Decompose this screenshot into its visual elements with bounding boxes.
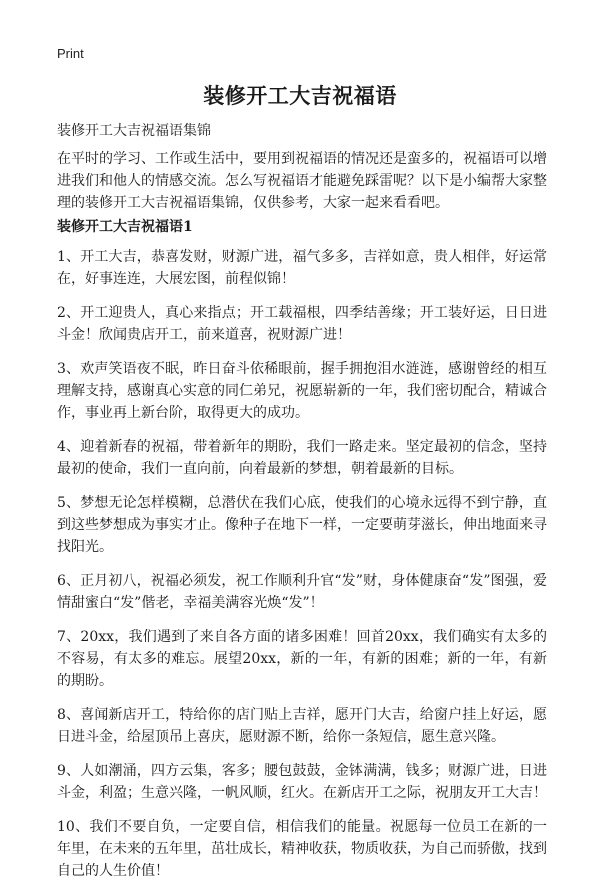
page-title: 装修开工大吉祝福语 bbox=[203, 83, 397, 108]
list-item: 7、20xx，我们遇到了来自各方面的诸多困难！回首20xx，我们确实有太多的不容易，有太多的难忘。展望20xx，新的一年，有新的困难；新的一年，有新的期盼。 bbox=[57, 629, 547, 689]
list-item: 1、开工大吉，恭喜发财，财源广进，福气多多，吉祥如意，贵人相伴，好运常在，好事连连，大展宏图，前程似锦！ bbox=[57, 249, 547, 287]
list-item: 3、欢声笑语夜不眠，昨日奋斗依稀眼前，握手拥抱泪水涟涟，感谢曾经的相互理解支持，感谢真心实意的同仁弟兄，祝愿崭新的一年，我们密切配合，精诚合作，事业再上新台阶，取得更大的成功。 bbox=[57, 361, 547, 421]
list-item: 5、梦想无论怎样模糊，总潜伏在我们心底，使我们的心境永远得不到宁静，直到这些梦想成为事实才止。像种子在地下一样，一定要萌芽滋长，伸出地面来寻找阳光。 bbox=[57, 495, 547, 555]
list-item: 9、人如潮涌，四方云集，客多；腰包鼓鼓，金钵满满，钱多；财源广进，日进斗金，利盈；生意兴隆，一帆风顺，红火。在新店开工之际，祝朋友开工大吉！ bbox=[57, 763, 547, 801]
list-item: 8、喜闻新店开工，特给你的店门贴上吉祥，愿开门大吉，给窗户挂上好运，愿日进斗金，给屋顶吊上喜庆，愿财源不断，给你一条短信，愿生意兴隆。 bbox=[57, 707, 547, 745]
print-link[interactable]: Print bbox=[57, 46, 84, 61]
list-item: 4、迎着新春的祝福，带着新年的期盼，我们一路走来。坚定最初的信念，坚持最初的使命，我们一直向前，向着最新的梦想，朝着最新的目标。 bbox=[57, 439, 547, 477]
intro-paragraph: 在平时的学习、工作或生活中，要用到祝福语的情况还是蛮多的，祝福语可以增进我们和他人的情感交流。怎么写祝福语才能避免踩雷呢？以下是小编帮大家整理的装修开工大吉祝福语集锦，仅供参考，大家一起来看看吧。 bbox=[57, 151, 547, 211]
list-item: 6、正月初八，祝福必须发，祝工作顺利升官“发”财，身体健康奋“发”图强，爱情甜蜜白“发”偕老，幸福美满容光焕“发”！ bbox=[57, 573, 547, 611]
section-heading: 装修开工大吉祝福语1 bbox=[57, 219, 193, 235]
document-subtitle: 装修开工大吉祝福语集锦 bbox=[57, 123, 211, 139]
list-item: 2、开工迎贵人，真心来指点；开工载福根，四季结善缘；开工装好运，日日进斗金！欣闻贵店开工，前来道喜，祝财源广进！ bbox=[57, 305, 547, 343]
list-item: 10、我们不要自负，一定要自信，相信我们的能量。祝愿每一位员工在新的一年里，在未来的五年里，茁壮成长，精神收获，物质收获，为自己而骄傲，找到自己的人生价值！ bbox=[57, 819, 547, 879]
blessing-list bbox=[57, 246, 547, 894]
